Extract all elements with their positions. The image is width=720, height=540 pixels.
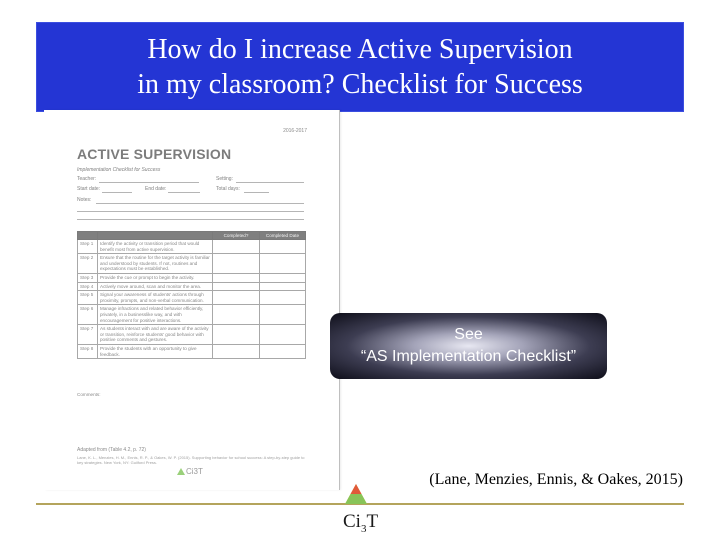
adapted-from-note: Adapted from (Table 4.2, p. 72) bbox=[77, 447, 146, 453]
checklist-step-number: Step 6 bbox=[78, 305, 98, 325]
checklist-row bbox=[78, 240, 306, 254]
callout-line-2: “AS Implementation Checklist” bbox=[360, 348, 577, 365]
callout-line-1: See bbox=[454, 326, 483, 343]
checklist-row bbox=[78, 282, 306, 291]
checklist-completed-cell bbox=[213, 344, 260, 358]
checklist-step-number: Step 7 bbox=[78, 325, 98, 345]
checklist-step-number: Step 1 bbox=[78, 240, 98, 254]
checklist-step-number: Step 2 bbox=[78, 254, 98, 274]
checklist-row bbox=[78, 325, 306, 345]
teacher-field-label: Teacher: bbox=[77, 176, 97, 182]
checklist-completed-date-cell bbox=[260, 325, 306, 345]
checklist-completed-cell bbox=[213, 273, 260, 282]
checklist-completed-date-cell bbox=[260, 240, 306, 254]
slide-title-line-2: in my classroom? Checklist for Success bbox=[137, 69, 583, 100]
checklist-completed-date-cell bbox=[260, 282, 306, 291]
checklist-completed-date-cell bbox=[260, 344, 306, 358]
checklist-row bbox=[78, 291, 306, 305]
checklist-step-number: Step 8 bbox=[78, 344, 98, 358]
checklist-step-number: Step 3 bbox=[78, 273, 98, 282]
checklist-step-text: Ensure that the routine for the target activity is familiar and understood by students. If not, routines and expectations must be established. bbox=[98, 254, 213, 274]
setting-field-label: Setting: bbox=[216, 176, 233, 182]
checklist-step-text: Provide the students with an opportunity to give feedback. bbox=[98, 344, 213, 358]
checklist-completed-date-cell bbox=[260, 291, 306, 305]
table-header-description bbox=[98, 232, 213, 240]
reference-citation: Lane, K. L., Menzies, H. M., Ennis, R. P., & Oakes, W. P. (2015). Supporting behavior for school success: A step-by-step guide to key strategies. New York, NY: Guilford Press. bbox=[77, 455, 305, 466]
checklist-completed-date-cell bbox=[260, 273, 306, 282]
checklist-step-text: Manage infractions and related behavior efficiently, privately, in a businesslike way, and with encouragement for positive interactions. bbox=[98, 305, 213, 325]
checklist-step-number: Step 5 bbox=[78, 291, 98, 305]
checklist-completed-cell bbox=[213, 291, 260, 305]
checklist-completed-cell bbox=[213, 305, 260, 325]
checklist-step-text: Identify the activity or transition period that would benefit most from active supervision. bbox=[98, 240, 213, 254]
document-subheading: Implementation Checklist for Success bbox=[77, 167, 161, 173]
checklist-row bbox=[78, 344, 306, 358]
checklist-step-text: As students interact with and are aware of the activity or transition, reinforce students' good behavior with positive comments and gestures. bbox=[98, 325, 213, 345]
document-heading: ACTIVE SUPERVISION bbox=[77, 146, 232, 162]
checklist-row bbox=[78, 305, 306, 325]
checklist-step-text: Provide the cue or prompt to begin the activity. bbox=[98, 273, 213, 282]
table-header-completed: Completed? bbox=[213, 232, 260, 240]
checklist-completed-cell bbox=[213, 282, 260, 291]
checklist-completed-date-cell bbox=[260, 305, 306, 325]
slide-title-line-1: How do I increase Active Supervision bbox=[147, 34, 573, 65]
slide-title-banner bbox=[36, 22, 684, 112]
checklist-step-number: Step 4 bbox=[78, 282, 98, 291]
brand-wordmark bbox=[343, 511, 378, 535]
checklist-row bbox=[78, 254, 306, 274]
triangle-logo-icon bbox=[345, 484, 367, 504]
table-header-completed-date: Completed Date bbox=[260, 232, 306, 240]
checklist-step-text: Actively move around, scan and monitor the area. bbox=[98, 282, 213, 291]
document-year: 2016-2017 bbox=[283, 128, 307, 134]
source-citation: (Lane, Menzies, Ennis, & Oakes, 2015) bbox=[429, 471, 683, 488]
teacher-field-line bbox=[99, 182, 199, 183]
end-date-field-label: End date: bbox=[145, 186, 167, 192]
brand-text-tail: T bbox=[366, 511, 379, 532]
notes-field-label: Notes: bbox=[77, 197, 92, 203]
document-logo bbox=[177, 467, 203, 476]
checklist-step-text: Signal your awareness of students' actions through proximity, prompts, and non-verbal communication. bbox=[98, 291, 213, 305]
brand-text-main: Ci bbox=[343, 511, 361, 532]
checklist-table bbox=[77, 231, 306, 359]
notes-field-line-3 bbox=[77, 219, 304, 220]
notes-field-line-1 bbox=[96, 203, 304, 204]
start-date-field-label: Start date: bbox=[77, 186, 101, 192]
brand-text-sub: 3 bbox=[360, 523, 367, 535]
comments-label: Comments: bbox=[77, 392, 101, 397]
table-header-step bbox=[78, 232, 98, 240]
checklist-callout bbox=[330, 313, 607, 379]
checklist-table-header bbox=[78, 232, 306, 240]
notes-field-line-2 bbox=[77, 211, 304, 212]
checklist-completed-date-cell bbox=[260, 254, 306, 274]
setting-field-line bbox=[236, 182, 304, 183]
document-logo-text: Ci3T bbox=[186, 467, 203, 476]
checklist-document-preview bbox=[44, 110, 339, 490]
checklist-completed-cell bbox=[213, 240, 260, 254]
start-date-field-line bbox=[102, 192, 132, 193]
checklist-completed-cell bbox=[213, 254, 260, 274]
total-days-field-line bbox=[244, 192, 269, 193]
checklist-completed-cell bbox=[213, 325, 260, 345]
end-date-field-line bbox=[168, 192, 200, 193]
document-logo-triangle-icon bbox=[177, 468, 185, 475]
checklist-row bbox=[78, 273, 306, 282]
total-days-field-label: Total days: bbox=[216, 186, 240, 192]
